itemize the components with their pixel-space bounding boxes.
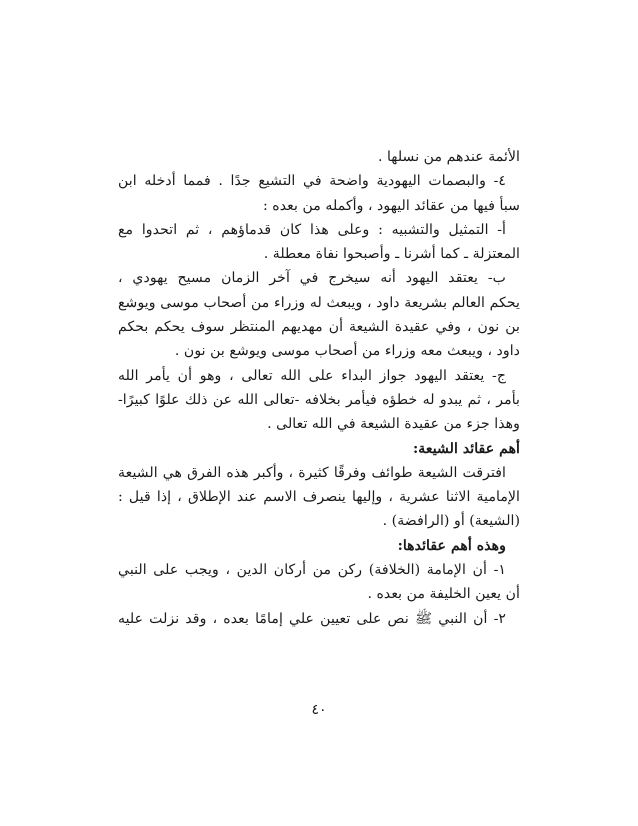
text-line: أ- التمثيل والتشبيه : وعلى هذا كان قدماؤهم ، ثم اتحدوا مع	[118, 221, 506, 238]
text-line: المعتزلة ـ كما أشرنا ـ وأصبحوا نفاة معطلة .	[263, 246, 520, 263]
text-line: (الشيعة) أو (الرافضة) .	[382, 513, 520, 530]
text-line: سبأ فيها من عقائد اليهود ، وأكمله من بعده :	[263, 197, 520, 214]
text-line: الأئمة عندهم من نسلها .	[377, 149, 520, 165]
text-line: ١- أن الإمامة (الخلافة) ركن من أركان الدين ، ويجب على النبي	[118, 562, 506, 579]
text-line: داود ، ويبعث معه وزراء من أصحاب موسى ويوشع بن نون .	[174, 343, 520, 360]
text-line: الإمامية الاثنا عشرية ، وإليها ينصرف الاسم عند الإطلاق ، إذا قيل :	[118, 489, 520, 506]
text-line: ٢- أن النبي ﷺ نص على تعيين علي إمامًا بعده ، وقد نزلت عليه	[118, 610, 506, 627]
page-body	[118, 145, 520, 631]
text-line: بأمر ، ثم يبدو له خطؤه فيأمر بخلافه -تعالى الله عن ذلك علوًا كبيرًا-	[118, 391, 520, 408]
text-line: وهذا جزء من عقيدة الشيعة في الله تعالى .	[267, 416, 520, 433]
text-line: يحكم العالم بشريعة داود ، ويبعث له وزراء من أصحاب موسى ويوشع	[118, 294, 520, 311]
text-line: افترقت الشيعة طوائف وفرقًا كثيرة ، وأكبر هذه الفرق هي الشيعة	[118, 464, 506, 481]
text-line: بن نون ، وفي عقيدة الشيعة أن مهديهم المنتظر سوف يحكم بحكم	[118, 319, 520, 336]
text-line: ج- يعتقد اليهود جواز البداء على الله تعالى ، وهو أن يأمر الله	[118, 367, 506, 384]
text-line: أن يعين الخليفة من بعده .	[367, 586, 520, 603]
text-line: ٤- والبصمات اليهودية واضحة في التشيع جدًا . فمما أدخله ابن	[118, 173, 506, 190]
page-number: ٤٠	[311, 702, 327, 718]
section-heading: أهم عقائد الشيعة:	[413, 440, 520, 457]
text-line: وهذه أهم عقائدها:	[397, 537, 506, 554]
text-line: ب- يعتقد اليهود أنه سيخرج في آخر الزمان مسيح يهودي ،	[118, 270, 506, 287]
